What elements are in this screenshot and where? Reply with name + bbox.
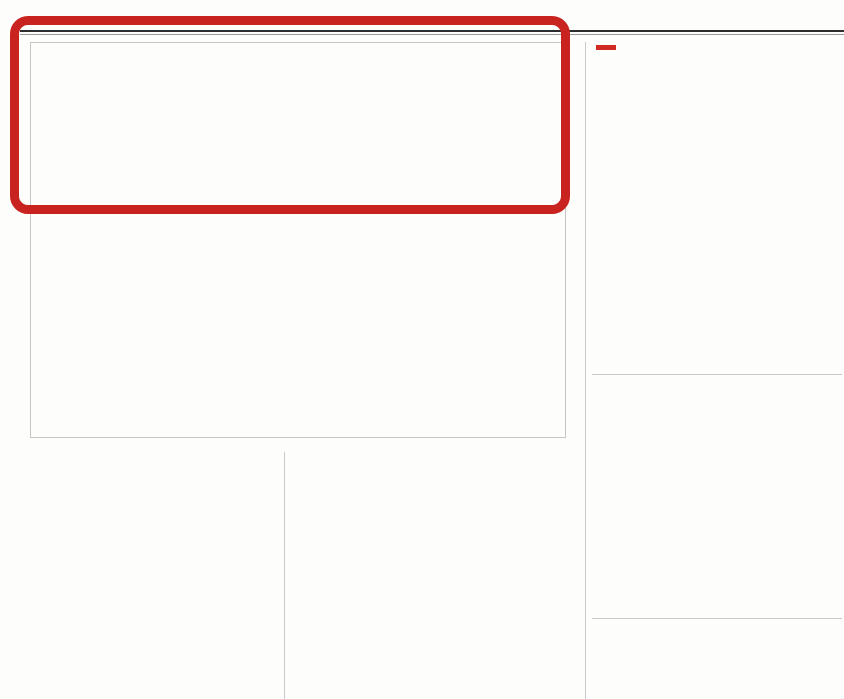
article1-column-4 — [441, 110, 562, 210]
right-column-divider-2 — [592, 618, 842, 619]
article4-column-1 — [303, 517, 425, 699]
article2-column-1 — [42, 300, 163, 433]
article2-column-3 — [308, 300, 429, 433]
vertical-divider-bottom-left — [284, 452, 285, 699]
article5-column-2 — [722, 440, 839, 612]
article3-column-2 — [151, 533, 264, 699]
header-rule-top — [20, 30, 844, 32]
opinion-column-1 — [597, 117, 713, 367]
article1-column-1 — [42, 110, 163, 210]
opinion-column-2 — [722, 117, 839, 367]
article1-column-3 — [308, 110, 429, 210]
opinion-section-label — [596, 45, 616, 50]
article2-column-2 — [175, 300, 296, 433]
article1-column-2 — [175, 110, 296, 210]
header-rule-bottom — [20, 34, 844, 35]
vertical-divider-main — [585, 42, 586, 699]
article3-column-1 — [33, 533, 146, 699]
article2-column-4 — [441, 300, 562, 433]
article5-column-1 — [597, 440, 713, 612]
article4-column-2 — [436, 517, 558, 699]
right-column-divider-1 — [592, 374, 842, 375]
